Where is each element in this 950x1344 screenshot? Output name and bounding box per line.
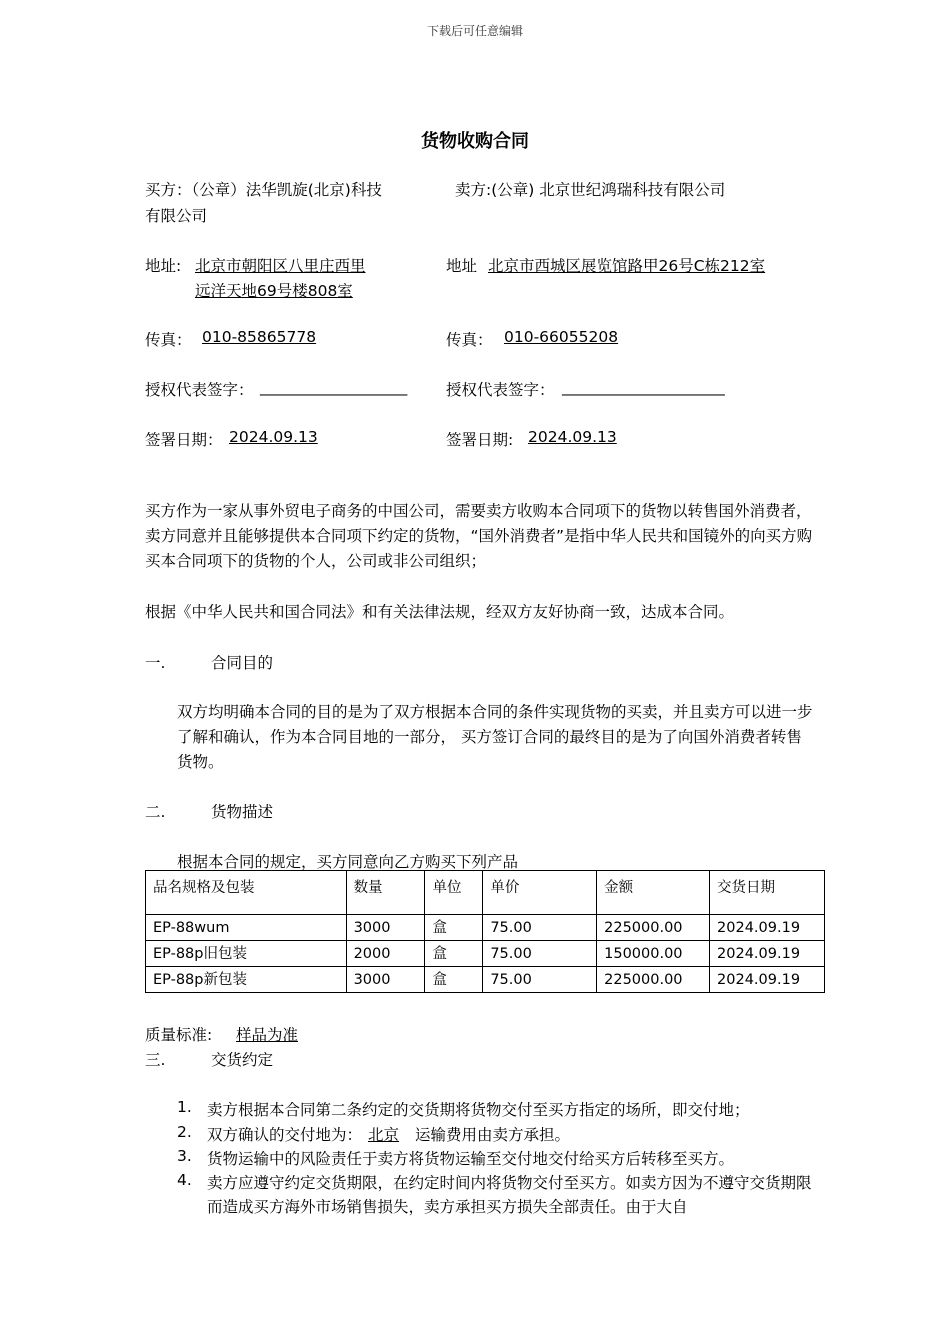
contract-title: 货物收购合同 [421, 131, 529, 152]
delivery-place: 北京 [368, 1126, 400, 1144]
table-cell: 75.00 [483, 941, 597, 967]
buyer-name-line2: 有限公司 [145, 207, 208, 225]
table-cell: EP-88wum [146, 915, 347, 941]
table-cell: EP-88p新包装 [146, 967, 347, 993]
table-row [146, 941, 825, 967]
table-row [146, 967, 825, 993]
buyer-sign-line: ___________________ [260, 378, 408, 396]
seller-address-label: 地址 [446, 257, 478, 275]
list-item-text: 卖方应遵守约定交货期限，在约定时间内将货物交付至买方。如卖方因为不遵守交货期限而造成买方海外市场销售损失，卖方承担买方损失全部责任。由于大自 [207, 1174, 812, 1216]
list-item-text: 货物运输中的风险责任于卖方将货物运输至交付地交付给买方后转移至买方。 [207, 1150, 735, 1168]
quality-value: 样品为准 [236, 1026, 299, 1044]
table-cell: 2000 [346, 941, 425, 967]
section2-lead: 根据本合同的规定，买方同意向乙方购买下列产品 [177, 853, 519, 871]
delivery-place-suffix: 运输费用由卖方承担。 [415, 1126, 571, 1144]
buyer-address-line1: 北京市朝阳区八里庄西里 [195, 257, 366, 275]
table-cell: 2024.09.19 [710, 915, 825, 941]
list-item-text [207, 1123, 817, 1147]
table-header-cell: 交货日期 [710, 871, 825, 915]
table-cell: 3000 [346, 967, 425, 993]
table-header-cell: 单价 [483, 871, 597, 915]
table-cell: 盒 [425, 941, 483, 967]
buyer-fax: 010-85865778 [202, 328, 317, 346]
seller-fax: 010-66055208 [504, 328, 619, 346]
section3-number: 三. [145, 1051, 166, 1069]
delivery-place-prefix: 双方确认的交付地为： [207, 1126, 363, 1144]
list-item-text: 卖方根据本合同第二条约定的交货期将货物交付至买方指定的场所，即交付地； [207, 1101, 750, 1119]
table-cell: 2024.09.19 [710, 967, 825, 993]
table-cell: 75.00 [483, 967, 597, 993]
intro-paragraph: 买方作为一家从事外贸电子商务的中国公司，需要卖方收购本合同项下的货物以转售国外消费者，卖方同意并且能够提供本合同项下约定的货物，“国外消费者”是指中华人民共和国镜外的向买方购买本合同项下的货物的个人，公司或非公司组织； [145, 502, 813, 570]
table-cell: 3000 [346, 915, 425, 941]
section2-title: 货物描述 [211, 803, 274, 821]
table-cell: 75.00 [483, 915, 597, 941]
table-cell: 225000.00 [597, 915, 710, 941]
buyer-address-label: 地址: [145, 257, 182, 275]
table-cell: 盒 [425, 915, 483, 941]
table-cell: 盒 [425, 967, 483, 993]
list-item-number: 2. [177, 1123, 192, 1141]
section3-title: 交货约定 [211, 1051, 274, 1069]
table-cell: EP-88p旧包装 [146, 941, 347, 967]
table-header-cell: 金额 [597, 871, 710, 915]
buyer-sign-label: 授权代表签字： [145, 381, 254, 399]
table-cell: 150000.00 [597, 941, 710, 967]
quality-label: 质量标准: [145, 1026, 213, 1044]
list-item-number: 1. [177, 1098, 192, 1116]
section1-number: 一. [145, 654, 166, 672]
section1-body: 双方均明确本合同的目的是为了双方根据本合同的条件实现货物的买卖，并且卖方可以进一步了解和确认，作为本合同目地的一部分， 买方签订合同的最终目的是为了向国外消费者转售货物。 [177, 703, 813, 771]
table-row [146, 915, 825, 941]
table-header-cell: 品名规格及包装 [146, 871, 347, 915]
table-header-cell: 数量 [346, 871, 425, 915]
list-item-number: 3. [177, 1147, 192, 1165]
buyer-fax-label: 传真： [145, 331, 192, 349]
buyer-name-line1: 买方：（公章）法华凯旋(北京)科技 [145, 181, 382, 199]
buyer-date: 2024.09.13 [229, 428, 318, 446]
section2-number: 二. [145, 803, 166, 821]
seller-address: 北京市西城区展览馆路甲26号C栋212室 [488, 257, 766, 275]
table-cell: 225000.00 [597, 967, 710, 993]
goods-table [145, 870, 825, 993]
table-header-cell: 单位 [425, 871, 483, 915]
section1-title: 合同目的 [211, 654, 274, 672]
header-note: 下载后可任意编辑 [426, 24, 523, 38]
table-header-row [146, 871, 825, 915]
seller-date-label: 签署日期: [446, 431, 514, 449]
basis-paragraph: 根据《中华人民共和国合同法》和有关法律法规，经双方友好协商一致，达成本合同。 [145, 603, 735, 621]
buyer-date-label: 签署日期： [145, 431, 223, 449]
seller-date: 2024.09.13 [528, 428, 617, 446]
seller-sign-label: 授权代表签字： [446, 381, 555, 399]
list-item-number: 4. [177, 1171, 192, 1189]
seller-sign-line: _____________________ [562, 378, 725, 396]
table-cell: 2024.09.19 [710, 941, 825, 967]
seller-name: 卖方:(公章) 北京世纪鸿瑞科技有限公司 [455, 181, 726, 199]
seller-fax-label: 传真： [446, 331, 493, 349]
buyer-address-line2: 远洋天地69号楼808室 [195, 282, 353, 300]
